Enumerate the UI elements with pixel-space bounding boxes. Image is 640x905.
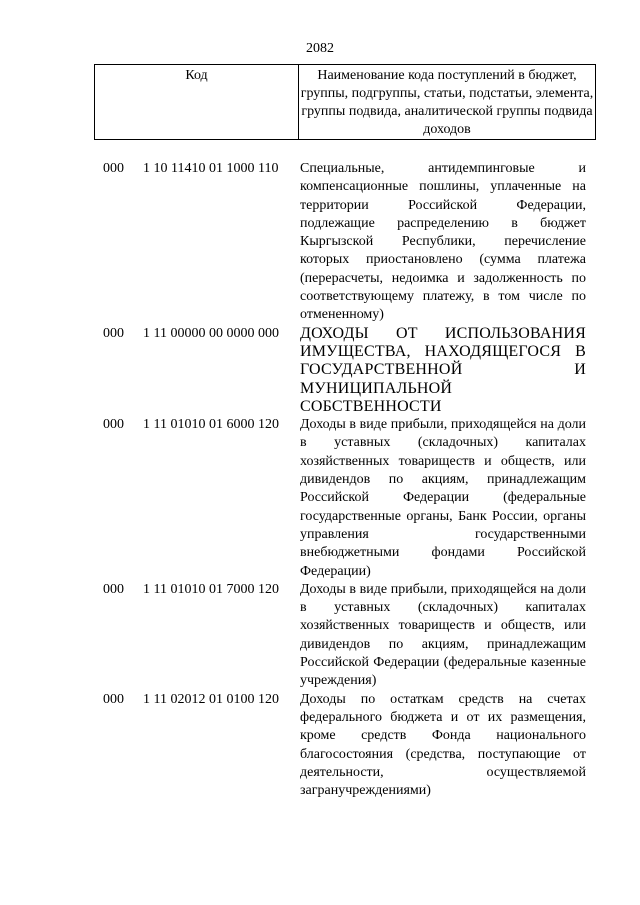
table-row: [0, 325, 640, 416]
admin-code: 000: [103, 161, 124, 176]
revenue-code: 1 11 01010 01 6000 120: [143, 417, 279, 433]
header-table: [94, 64, 596, 140]
admin-code: 000: [103, 581, 124, 597]
table-row: [0, 160, 640, 325]
revenue-name: Доходы в виде прибыли, приходящейся на доли в уставных (складочных) капиталах хозяйственных товариществ и обществ, или дивидендов по акциям, принадлежащим Российской Федерации (федеральные казенные учреждения): [300, 581, 586, 689]
revenue-code: 1 11 02012 01 0100 120: [143, 691, 279, 707]
revenue-code: 1 10 11410 01 1000 110: [143, 161, 279, 176]
admin-code: 000: [103, 325, 124, 341]
revenue-name: Доходы по остаткам средств на счетах федерального бюджета и от их размещения, кроме средств Фонда национального благосостояния (средства, поступающие от деятельности, осуществляемой загранучреждениями): [300, 691, 586, 799]
table-row: [0, 691, 640, 801]
revenue-name: ДОХОДЫ ОТ ИСПОЛЬЗОВАНИЯ ИМУЩЕСТВА, НАХОДЯЩЕГОСЯ В ГОСУДАРСТВЕННОЙ И МУНИЦИПАЛЬНОЙ СОБСТВЕННОСТИ: [300, 324, 586, 415]
page-number: 2082: [306, 41, 334, 56]
header-name-cell: Наименование кода поступлений в бюджет, группы, подгруппы, статьи, подстатьи, элемента, группы подвида, аналитической группы подвида доходов: [299, 65, 596, 140]
header-row: [95, 65, 596, 140]
admin-code: 000: [103, 417, 124, 433]
table-row: [0, 581, 640, 691]
revenue-code-list: [0, 160, 640, 800]
revenue-name: Доходы в виде прибыли, приходящейся на доли в уставных (складочных) капиталах хозяйственных товариществ и обществ, или дивидендов по акциям, принадлежащим Российской Федерации (федеральные государственные органы, Банк России, органы управления государственными внебюджетными фондами Российской Федерации): [300, 417, 586, 579]
revenue-code: 1 11 00000 00 0000 000: [143, 325, 279, 341]
revenue-code: 1 11 01010 01 7000 120: [143, 581, 279, 597]
admin-code: 000: [103, 691, 124, 707]
header-code-cell: Код: [95, 65, 299, 140]
revenue-name: Специальные, антидемпинговые и компенсационные пошлины, уплаченные на территории Российской Федерации, подлежащие распределению в бюджет Кыргызской Республики, перечисление которых приостановлено (сумма платежа (перерасчеты, недоимка и задолженность по соответствующему платежу, в том числе по отмененному): [300, 161, 586, 323]
table-row: [0, 416, 640, 581]
